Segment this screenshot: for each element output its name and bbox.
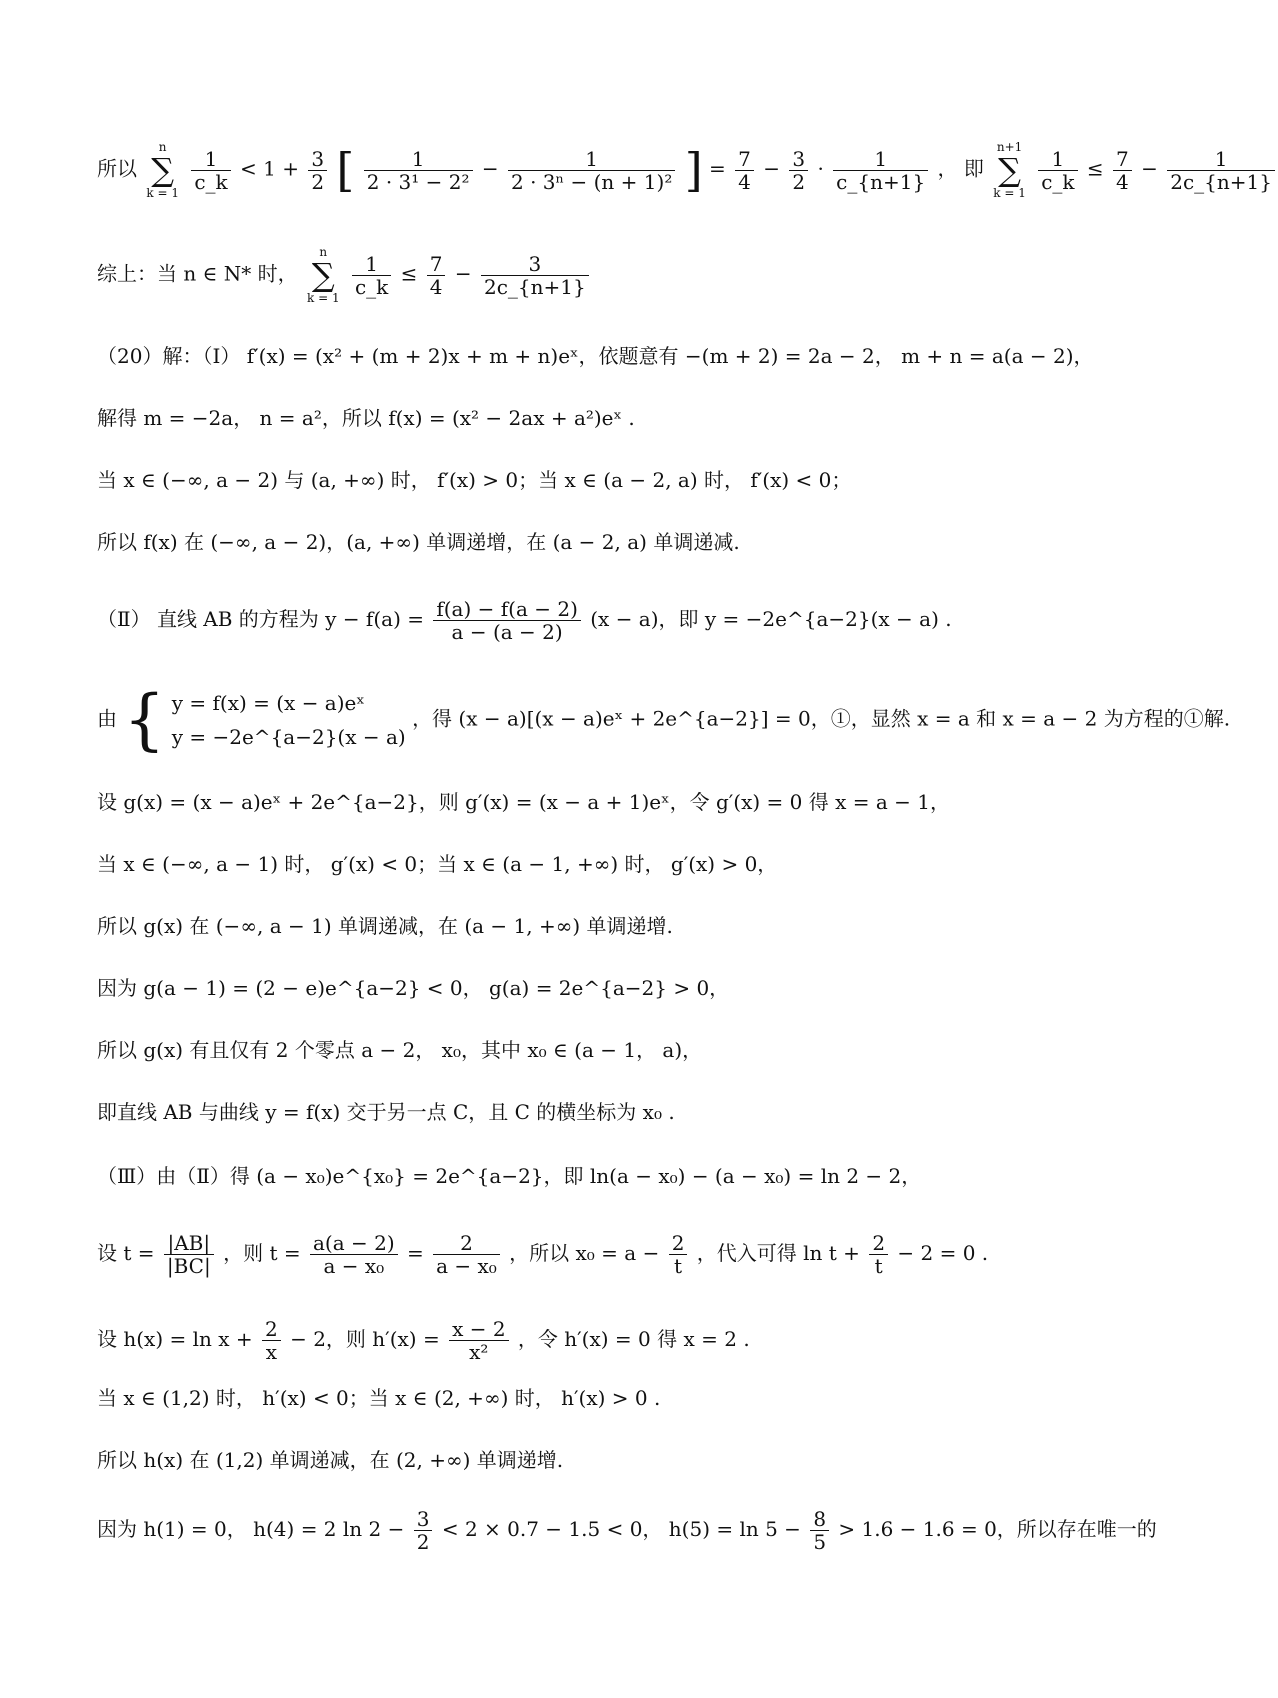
equation-line-8 — [97, 681, 1231, 758]
operator: − — [763, 156, 780, 181]
text-line-4: 解得 m = −2a， n = a²，所以 f(x) = (x² − 2ax + a²)eˣ . — [97, 406, 635, 430]
fraction: $\frac{7}{4}$ — [735, 148, 754, 193]
operator: · — [817, 156, 824, 181]
text-line-19: 所以 h(x) 在 (1,2) 单调递减，在 (2, +∞) 单调递增. — [97, 1448, 564, 1472]
fraction: $\frac{3}{2}$ — [414, 1508, 433, 1553]
text: 所以 — [97, 156, 137, 181]
sum-lower: k = 1 — [993, 186, 1026, 200]
equation-line-2 — [97, 245, 1140, 305]
text: 因为 h(1) = 0， h(4) = 2 ln 2 − — [97, 1517, 405, 1541]
sum-lower: k = 1 — [146, 186, 179, 200]
text-line-11: 所以 g(x) 在 (−∞, a − 1) 单调递减，在 (a − 1, +∞) 单调递增. — [97, 914, 673, 938]
sigma-symbol: ∑ — [151, 151, 175, 189]
sum-upper: n — [319, 245, 328, 259]
text: 由 — [97, 706, 117, 731]
fraction: $\frac{1}{\text{2 · 3ⁿ − (n + 1)²}}$ — [508, 148, 675, 193]
text-line-18: 当 x ∈ (1,2) 时， h′(x) < 0；当 x ∈ (2, +∞) 时， h′(x) > 0 . — [97, 1386, 661, 1410]
fraction: $\frac{2}{x}$ — [262, 1318, 281, 1363]
text: 设 h(x) = ln x + — [97, 1327, 253, 1351]
text-line-15: （Ⅲ）由（Ⅱ）得 (a − x₀)e^{x₀} = 2e^{a−2}，即 ln(a − x₀) − (a − x₀) = ln 2 − 2， — [97, 1164, 922, 1188]
sum-upper: n+1 — [996, 140, 1023, 154]
text-line-6: 所以 f(x) 在 (−∞, a − 2)，(a, +∞) 单调递增，在 (a − 2, a) 单调递减. — [97, 530, 740, 554]
text: − 2 = 0 . — [897, 1241, 989, 1265]
sigma-symbol: ∑ — [311, 256, 335, 294]
fraction: $\frac{x - 2}{\text{x²}}$ — [449, 1318, 508, 1363]
operator: − — [481, 156, 499, 181]
fraction: $\frac{8}{5}$ — [810, 1508, 829, 1553]
fraction: $\frac{2}{t}$ — [869, 1232, 888, 1277]
equation-line-7 — [97, 598, 1140, 643]
fraction: $\frac{2}{t}$ — [669, 1232, 688, 1277]
equation-line-17 — [97, 1318, 1140, 1363]
operator: = — [709, 156, 726, 181]
text: 综上：当 n ∈ N* 时， — [97, 261, 298, 286]
fraction: $\frac{3}{2}$ — [789, 148, 808, 193]
fraction: $\frac{1}{2c\_\{n+1\}}$ — [1167, 148, 1275, 193]
equation-line-16 — [97, 1232, 1140, 1277]
fraction: $\frac{1}{c\_\{n+1\}}$ — [833, 148, 928, 193]
equation-line-20 — [97, 1507, 1157, 1554]
text: ，代入可得 ln t + — [696, 1241, 860, 1265]
text: ，所以 x₀ = a − — [509, 1241, 660, 1265]
fraction: $\frac{a(a - 2)}{\text{a − x₀}}$ — [310, 1232, 398, 1277]
equation-system — [172, 686, 406, 754]
sum-upper: n — [158, 140, 167, 154]
text-line-14: 即直线 AB 与曲线 y = f(x) 交于另一点 C，且 C 的横坐标为 x₀ . — [97, 1100, 675, 1124]
equation-line-1 — [97, 140, 1272, 200]
text: ，则 t = — [223, 1241, 301, 1265]
operator: − — [1141, 156, 1158, 181]
text: （Ⅱ） 直线 AB 的方程为 y − f(a) = — [97, 607, 424, 631]
text: > 1.6 − 1.6 = 0，所以存在唯一的 — [838, 1517, 1157, 1541]
left-brace: { — [123, 681, 166, 758]
operator: = — [406, 1241, 424, 1265]
sigma-symbol: ∑ — [998, 151, 1021, 189]
fraction: $\frac{2}{\text{a − x₀}}$ — [433, 1232, 500, 1277]
fraction: $\frac{1}{\text{2 · 3¹ − 2²}}$ — [364, 148, 473, 193]
text: ，令 h′(x) = 0 得 x = 2 . — [517, 1327, 750, 1351]
text-line-9: 设 g(x) = (x − a)eˣ + 2e^{a−2}，则 g′(x) = (x − a + 1)eˣ，令 g′(x) = 0 得 x = a − 1， — [97, 790, 950, 814]
system-eq-1: y = f(x) = (x − a)eˣ — [171, 691, 365, 715]
text-line-5: 当 x ∈ (−∞, a − 2) 与 (a, +∞) 时， f′(x) > 0；当 x ∈ (a − 2, a) 时， f′(x) < 0； — [97, 468, 852, 492]
fraction: $\frac{3}{2c\_\{n+1\}}$ — [481, 253, 589, 298]
fraction: $\frac{1}{c\_k}$ — [352, 253, 391, 298]
text: 设 t = — [97, 1241, 155, 1265]
fraction: $\frac{1}{c\_k}$ — [1038, 148, 1077, 193]
system-eq-2: y = −2e^{a−2}(x − a) — [171, 725, 406, 749]
fraction: $\frac{1}{c\_k}$ — [191, 148, 230, 193]
operator: ≤ — [1086, 156, 1104, 181]
operator: − — [454, 261, 472, 286]
text: < 2 × 0.7 − 1.5 < 0， h(5) = ln 5 − — [441, 1517, 801, 1541]
right-bracket: ] — [684, 143, 703, 197]
text: < 1 + — [240, 156, 299, 181]
text-line-3: （20）解：（Ⅰ） f′(x) = (x² + (m + 2)x + m + n)eˣ，依题意有 −(m + 2) = 2a − 2， m + n = a(a − 2)， — [97, 344, 1094, 368]
text: ， 即 — [937, 156, 984, 181]
text: ，得 (x − a)[(x − a)eˣ + 2e^{a−2}] = 0，①，显然 x = a 和 x = a − 2 为方程的①解. — [412, 706, 1231, 731]
summation — [146, 140, 179, 200]
fraction: $\frac{|AB|}{|BC|}$ — [164, 1232, 214, 1277]
text-line-13: 所以 g(x) 有且仅有 2 个零点 a − 2， x₀，其中 x₀ ∈ (a − 1， a)， — [97, 1038, 703, 1062]
summation — [993, 140, 1026, 200]
text: − 2，则 h′(x) = — [290, 1327, 440, 1351]
fraction: $\frac{3}{2}$ — [308, 148, 327, 193]
summation — [307, 245, 340, 305]
operator: ≤ — [400, 261, 418, 286]
fraction: $\frac{f(a) - f(a - 2)}{a - (a - 2)}$ — [433, 598, 581, 643]
fraction: $\frac{7}{4}$ — [1113, 148, 1132, 193]
text-line-10: 当 x ∈ (−∞, a − 1) 时， g′(x) < 0；当 x ∈ (a − 1, +∞) 时， g′(x) > 0， — [97, 852, 778, 876]
fraction: $\frac{7}{4}$ — [427, 253, 446, 298]
text-line-12: 因为 g(a − 1) = (2 − e)e^{a−2} < 0， g(a) = 2e^{a−2} > 0， — [97, 976, 730, 1000]
text: (x − a)，即 y = −2e^{a−2}(x − a) . — [590, 607, 952, 631]
sum-lower: k = 1 — [306, 291, 340, 305]
left-bracket: [ — [336, 143, 355, 197]
